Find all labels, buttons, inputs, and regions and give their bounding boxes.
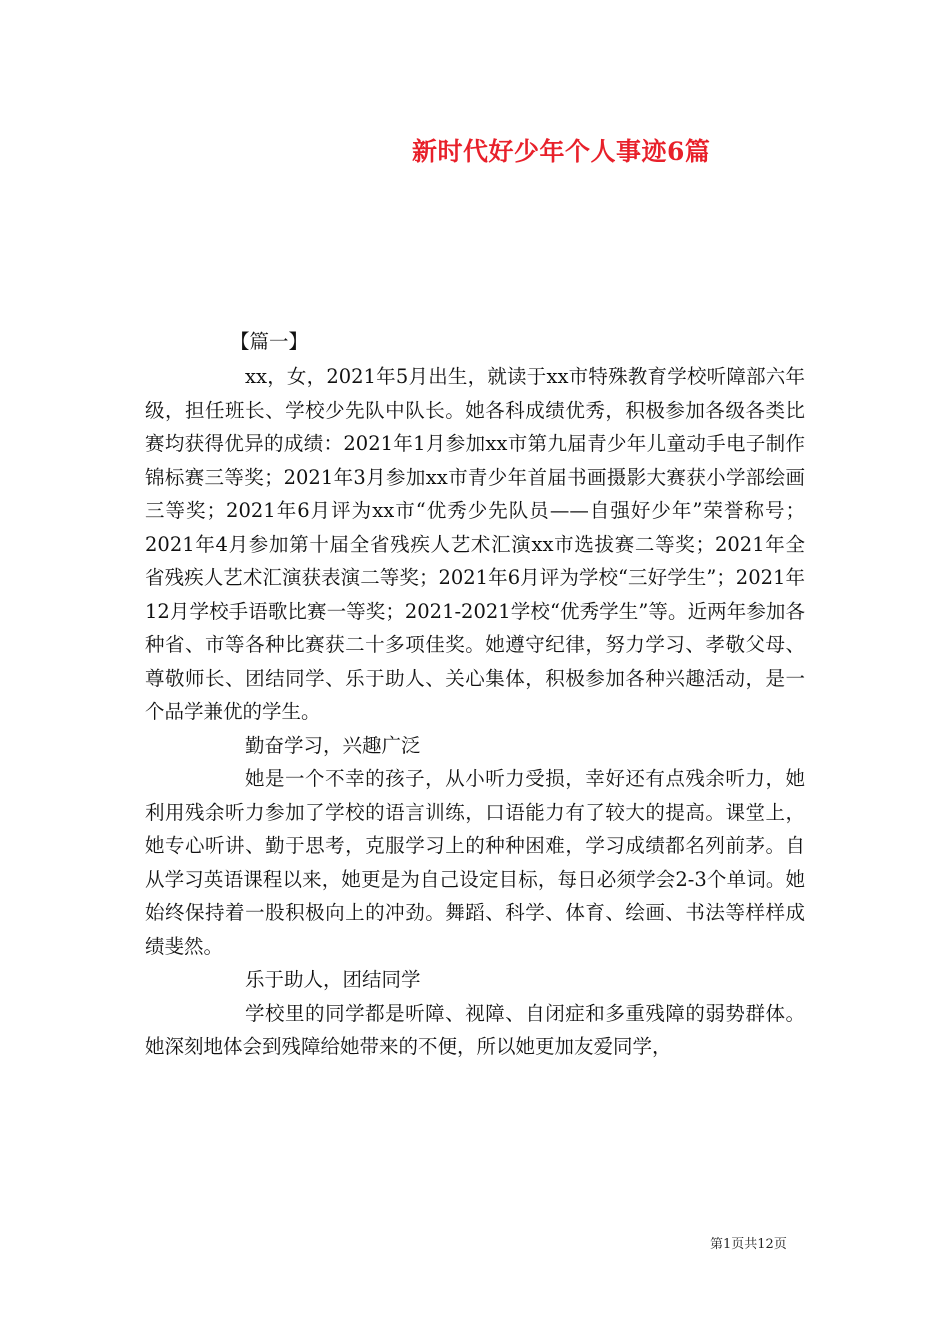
document-body	[145, 360, 805, 1064]
section-label: 【篇一】	[230, 330, 309, 353]
paragraph-study: 她是一个不幸的孩子，从小听力受损，幸好还有点残余听力，她利用残余听力参加了学校的语言训练，口语能力有了较大的提高。课堂上，她专心听讲、勤于思考，克服学习上的种种困难，学习成绩都名列前茅。自从学习英语课程以来，她更是为自己设定目标，每日必须学会2-3个单词。她始终保持着一股积极向上的冲劲。舞蹈、科学、体育、绘画、书法等样样成绩斐然。	[145, 767, 805, 958]
subheading-helping: 乐于助人，团结同学	[245, 968, 421, 991]
page-indicator: 第1页共12页	[710, 1237, 787, 1252]
paragraph-intro: xx，女，2021年5月出生，就读于xx市特殊教育学校听障部六年级，担任班长、学校少先队中队长。她各科成绩优秀，积极参加各级各类比赛均获得优异的成绩：2021年1月参加xx市第九届青少年儿童动手电子制作锦标赛三等奖；2021年3月参加xx市青少年首届书画摄影大赛获小学部绘画三等奖；2021年6月评为xx市“优秀少先队员——自强好少年”荣誉称号；2021年4月参加第十届全省残疾人艺术汇演xx市选拔赛二等奖；2021年全省残疾人艺术汇演获表演二等奖；2021年6月评为学校“三好学生”；2021年12月学校手语歌比赛一等奖；2021-2021学校“优秀学生”等。近两年参加各种省、市等各种比赛获二十多项佳奖。她遵守纪律，努力学习、孝敬父母、尊敬师长、团结同学、乐于助人、关心集体，积极参加各种兴趣活动，是一个品学兼优的学生。	[145, 365, 805, 723]
paragraph-helping: 学校里的同学都是听障、视障、自闭症和多重残障的弱势群体。她深刻地体会到残障给她带来的不便，所以她更加友爱同学，	[145, 1001, 805, 1058]
document-title: 新时代好少年个人事迹6篇	[412, 137, 711, 166]
subheading-study: 勤奋学习，兴趣广泛	[245, 733, 421, 757]
